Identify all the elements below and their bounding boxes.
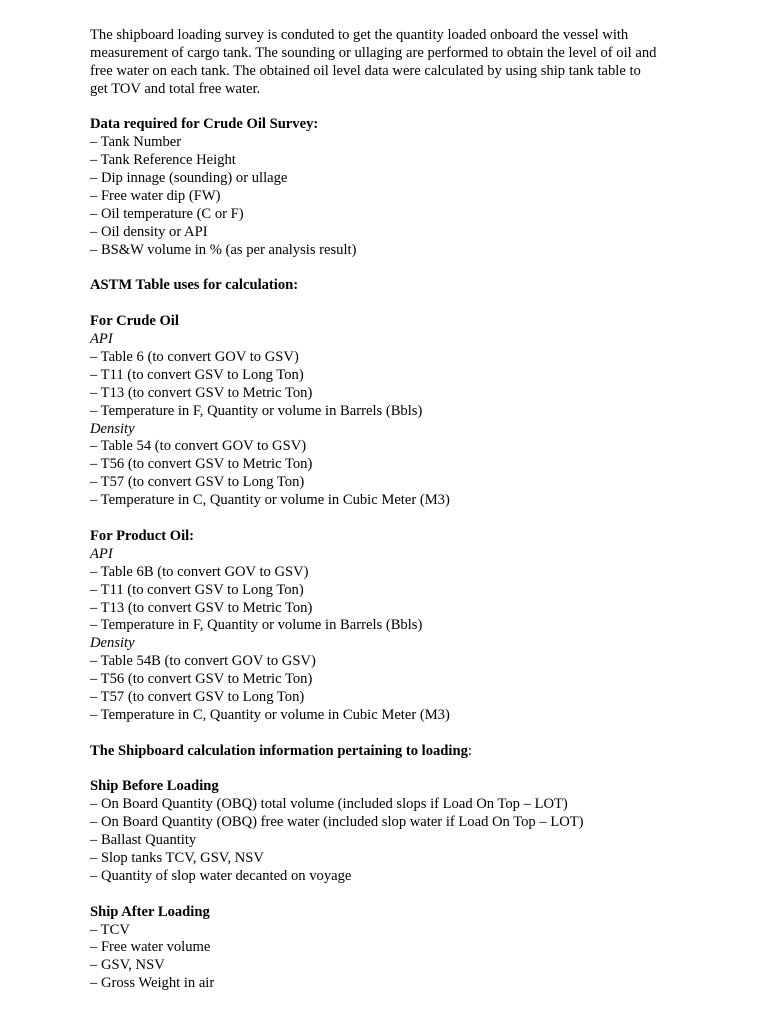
before-loading-heading: Ship Before Loading — [90, 778, 219, 795]
product-api-label: API — [90, 545, 113, 562]
list-item: – T56 (to convert GSV to Metric Ton) — [90, 671, 313, 688]
data-required-heading: Data required for Crude Oil Survey: — [90, 116, 319, 133]
list-item: – Free water dip (FW) — [90, 188, 221, 205]
intro-line: get TOV and total free water. — [90, 80, 261, 97]
list-item: – Table 54 (to convert GOV to GSV) — [90, 438, 307, 455]
spacer — [90, 886, 710, 904]
list-item: – Tank Number — [90, 134, 182, 151]
list-item: – T57 (to convert GSV to Long Ton) — [90, 688, 305, 705]
intro-paragraph — [90, 27, 710, 99]
spacer — [90, 510, 710, 528]
list-item: – GSV, NSV — [90, 957, 165, 974]
list-item: – T56 (to convert GSV to Metric Ton) — [90, 456, 313, 473]
list-item: – Temperature in C, Quantity or volume in Cubic Meter (M3) — [90, 492, 450, 509]
list-item: – Temperature in F, Quantity or volume in Barrels (Bbls) — [90, 402, 423, 419]
before-loading-list — [90, 796, 710, 885]
product-oil-heading: For Product Oil: — [90, 527, 195, 544]
list-item: – Oil temperature (C or F) — [90, 205, 244, 222]
intro-line: free water on each tank. The obtained oil level data were calculated by using ship tank table to — [90, 62, 641, 79]
list-item: – Quantity of slop water decanted on voyage — [90, 867, 352, 884]
data-required-list — [90, 134, 710, 259]
list-item: – Slop tanks TCV, GSV, NSV — [90, 849, 264, 866]
shipboard-heading-line — [90, 743, 710, 761]
list-item: – Free water volume — [90, 939, 211, 956]
crude-density-list — [90, 438, 710, 510]
document-page — [90, 27, 710, 993]
after-loading-list — [90, 922, 710, 994]
spacer — [90, 761, 710, 779]
list-item: – Ballast Quantity — [90, 832, 197, 849]
crude-density-label: Density — [90, 420, 135, 437]
crude-api-label: API — [90, 331, 113, 348]
list-item: – TCV — [90, 921, 130, 938]
crude-oil-heading: For Crude Oil — [90, 313, 179, 330]
intro-line: The shipboard loading survey is conduted to get the quantity loaded onboard the vessel with — [90, 27, 629, 43]
list-item: – T57 (to convert GSV to Long Ton) — [90, 474, 305, 491]
list-item: – Tank Reference Height — [90, 152, 236, 169]
shipboard-heading-colon: : — [467, 742, 472, 759]
list-item: – On Board Quantity (OBQ) total volume (included slops if Load On Top – LOT) — [90, 796, 568, 813]
spacer — [90, 99, 710, 117]
list-item: – Oil density or API — [90, 223, 208, 240]
product-density-list — [90, 653, 710, 725]
intro-line: measurement of cargo tank. The sounding or ullaging are performed to obtain the level of oil and — [90, 44, 657, 61]
list-item: – Dip innage (sounding) or ullage — [90, 170, 288, 187]
list-item: – T13 (to convert GSV to Metric Ton) — [90, 384, 313, 401]
list-item: – Table 54B (to convert GOV to GSV) — [90, 653, 316, 670]
after-loading-heading: Ship After Loading — [90, 903, 210, 920]
spacer — [90, 295, 710, 313]
list-item: – BS&W volume in % (as per analysis result) — [90, 241, 357, 258]
product-density-label: Density — [90, 635, 135, 652]
crude-api-list — [90, 349, 710, 421]
list-item: – On Board Quantity (OBQ) free water (included slop water if Load On Top – LOT) — [90, 814, 584, 831]
shipboard-heading: The Shipboard calculation information pertaining to loading — [90, 742, 468, 759]
list-item: – Temperature in F, Quantity or volume in Barrels (Bbls) — [90, 617, 423, 634]
list-item: – Temperature in C, Quantity or volume in Cubic Meter (M3) — [90, 706, 450, 723]
spacer — [90, 725, 710, 743]
list-item: – T11 (to convert GSV to Long Ton) — [90, 581, 304, 598]
list-item: – Table 6 (to convert GOV to GSV) — [90, 349, 299, 366]
list-item: – T11 (to convert GSV to Long Ton) — [90, 366, 304, 383]
product-api-list — [90, 564, 710, 636]
list-item: – Table 6B (to convert GOV to GSV) — [90, 563, 309, 580]
spacer — [90, 260, 710, 278]
list-item: – Gross Weight in air — [90, 975, 215, 992]
list-item: – T13 (to convert GSV to Metric Ton) — [90, 599, 313, 616]
astm-heading: ASTM Table uses for calculation: — [90, 277, 299, 294]
